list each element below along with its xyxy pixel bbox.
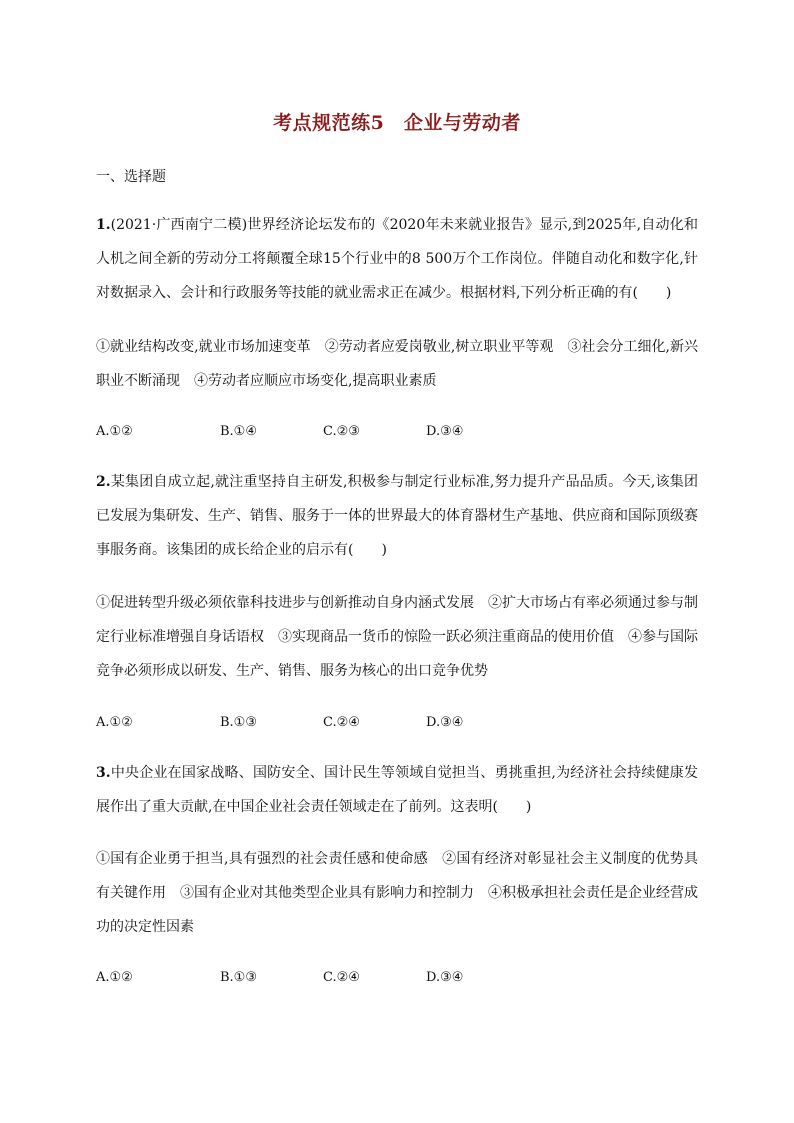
option-c[interactable]: C.②④ <box>323 970 360 985</box>
question-1-stem <box>96 208 698 310</box>
option-a[interactable]: A.①② <box>96 715 133 730</box>
option-d[interactable]: D.③④ <box>426 424 464 439</box>
option-d[interactable]: D.③④ <box>426 715 464 730</box>
question-3-stem <box>96 756 698 824</box>
question-number: 1. <box>96 217 111 233</box>
question-text: 某集团自成立起,就注重坚持自主研发,积极参与制定行业标准,努力提升产品品质。今天,该集团已发展为集研发、生产、销售、服务于一体的世界最大的体育器材生产基地、供应商和国际顶级赛事服务商。该集团的成长给企业的启示有( ) <box>96 474 698 558</box>
question-text: 中央企业在国家战略、国防安全、国计民生等领域自觉担当、勇挑重担,为经济社会持续健康发展作出了重大贡献,在中国企业社会责任领域走在了前列。这表明( ) <box>96 765 698 815</box>
section-heading: 一、选择题 <box>96 169 166 185</box>
question-3-options <box>96 970 698 990</box>
question-3-statements: ①国有企业勇于担当,具有强烈的社会责任感和使命感 ②国有经济对彰显社会主义制度的优势具有关键作用 ③国有企业对其他类型企业具有影响力和控制力 ④积极承担社会责任是企业经营成功的决定性因素 <box>96 851 698 935</box>
option-d[interactable]: D.③④ <box>426 970 464 985</box>
option-c[interactable]: C.②③ <box>323 424 360 439</box>
option-b[interactable]: B.①③ <box>220 715 257 730</box>
question-number: 3. <box>96 765 111 781</box>
option-a[interactable]: A.①② <box>96 424 133 439</box>
option-b[interactable]: B.①③ <box>220 970 257 985</box>
question-1-statements: ①就业结构改变,就业市场加速变革 ②劳动者应爱岗敬业,树立职业平等观 ③社会分工细化,新兴职业不断涌现 ④劳动者应顺应市场变化,提高职业素质 <box>96 339 698 389</box>
question-2-options <box>96 715 698 735</box>
page-title: 考点规范练5 企业与劳动者 <box>273 112 521 134</box>
question-text: (2021·广西南宁二模)世界经济论坛发布的《2020年未来就业报告》显示,到2025年,自动化和人机之间全新的劳动分工将颠覆全球15个行业中的8 500万个工作岗位。伴随自动化和数字化,针对数据录入、会计和行政服务等技能的就业需求正在减少。根据材料,下列分析正确的有( ) <box>96 217 698 301</box>
question-1-options <box>96 424 698 444</box>
option-b[interactable]: B.①④ <box>220 424 257 439</box>
question-number: 2. <box>96 474 111 490</box>
question-2-statements: ①促进转型升级必须依靠科技进步与创新推动自身内涵式发展 ②扩大市场占有率必须通过参与制定行业标准增强自身话语权 ③实现商品一货币的惊险一跃必须注重商品的使用价值 ④参与国际竞争必须形成以研发、生产、销售、服务为核心的出口竞争优势 <box>96 595 698 679</box>
question-2-stem <box>96 465 698 567</box>
option-c[interactable]: C.②④ <box>323 715 360 730</box>
option-a[interactable]: A.①② <box>96 970 133 985</box>
